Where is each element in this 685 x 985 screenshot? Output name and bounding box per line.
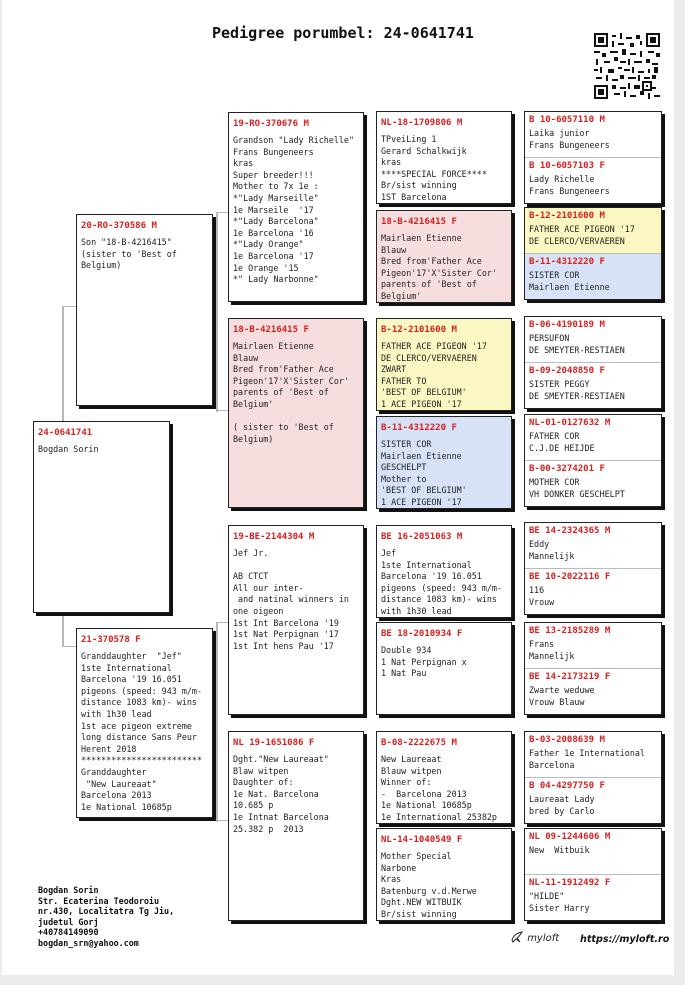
connector-line	[512, 232, 514, 280]
connector-line	[216, 622, 228, 623]
ring-number: BE 18-2010934 F	[381, 629, 463, 639]
ring-number: B-03-2008639 M	[529, 735, 605, 745]
pigeon-icon	[510, 930, 524, 944]
connector-line	[512, 436, 514, 484]
g5-pair-card[interactable]	[524, 207, 662, 300]
page-title: Pedigree porumbel: 24-0641741	[212, 24, 474, 42]
dsd-details: Double 934 1 Nat Perpignan x 1 Nat Pau	[381, 645, 467, 679]
dam-dam-card[interactable]	[228, 731, 364, 921]
ancestor-details: FATHER COR C.J.DE HEIJDE	[529, 431, 595, 453]
ring-number: NL-11-1912492 F	[529, 878, 611, 888]
dam-sire-card[interactable]	[228, 525, 364, 715]
ring-number: NL-01-0127632 M	[529, 418, 611, 428]
ancestor-details: FATHER ACE PIGEON '17 DE CLERCO/VERVAEREN	[529, 224, 635, 246]
g5-pair-card[interactable]	[524, 522, 662, 615]
connector-line	[512, 644, 514, 692]
ancestor-details: PERSUFON DE SMEYTER-RESTIAEN	[529, 333, 625, 355]
connector-line	[216, 622, 218, 822]
ancestor-details: Frans Mannelijk	[529, 639, 575, 661]
dam-card[interactable]	[76, 628, 213, 818]
sire-details: Son "18-B-4216415" (sister to 'Best of Belgium)	[81, 237, 177, 271]
ring-number: B 10-6057110 M	[529, 115, 605, 125]
dds-details: New Laureaat Blauw witpen Winner of: - Barcelona 2013 1e National 10685p 1e International 25382p	[381, 754, 497, 822]
ring-number: 20-RO-370586 M	[81, 221, 157, 231]
g5-pair-card[interactable]	[524, 828, 662, 921]
ancestor-details: Eddy Mannelijk	[529, 539, 575, 561]
ring-number: B-12-2101600 M	[529, 211, 605, 221]
ring-number: NL 19-1651086 F	[233, 738, 315, 748]
ring-number: B-11-4312220 F	[529, 257, 605, 267]
sire-dam-details: Mairlaen Etienne Blauw Bred from'Father Ace Pigeon'17'X'Sister Cor' parents of 'Best of Belgium' ( sister to 'Best of Belgium)	[233, 341, 349, 444]
ring-number: BE 16-2051063 M	[381, 532, 463, 542]
subject-card[interactable]	[33, 421, 170, 613]
sss-details: TPveiLing 1 Gerard Schalkwijk kras ****SPECIAL FORCE**** Br/sist winning 1ST Barcelona	[381, 134, 487, 202]
ring-number: B-12-2101600 M	[381, 325, 457, 335]
ring-number: B-08-2222675 M	[381, 738, 457, 748]
sdd-card[interactable]	[376, 416, 512, 509]
owner-name: Bogdan Sorin	[38, 885, 99, 895]
connector-line	[512, 852, 514, 900]
ring-number: B 04-4297750 F	[529, 781, 605, 791]
ring-number: B-11-4312220 F	[381, 423, 457, 433]
connector-line	[512, 752, 514, 800]
g5-pair-card[interactable]	[524, 622, 662, 715]
myloft-logo	[510, 930, 559, 944]
ancestor-details: Father 1e International Barcelona	[529, 748, 645, 770]
ring-number: 24-0641741	[38, 428, 93, 438]
connector-line	[364, 780, 366, 880]
connector-line	[512, 136, 514, 184]
sds-card[interactable]	[376, 318, 512, 411]
connector-line	[364, 570, 366, 670]
g5-pair-card[interactable]	[524, 111, 662, 204]
dam-dam-details: Dght."New Laureaat" Blaw witpen Daughter of: 1e Nat. Barcelona 10.685 p 1e Intnat Barcelona 25.382 p 2013	[233, 754, 329, 834]
connector-line	[364, 366, 366, 462]
ring-number: 19-BE-2144304 M	[233, 532, 315, 542]
qr-code	[594, 33, 660, 99]
sds-details: FATHER ACE PIGEON '17 DE CLERCO/VERVAEREN ZWART FATHER TO 'BEST OF BELGIUM' 1 ACE PIGEON '17	[381, 341, 487, 409]
ring-number: NL-18-1709806 M	[381, 118, 463, 128]
ancestor-details: SISTER COR Mairlaen Etienne	[529, 270, 610, 292]
ssd-details: Mairlaen Etienne Blauw Bred from'Father Ace Pigeon'17'X'Sister Cor' parents of 'Best of Belgium'	[381, 233, 497, 301]
connector-line	[216, 212, 218, 412]
ring-number: BE 10-2022116 F	[529, 572, 611, 582]
ring-number: B-09-2048850 F	[529, 366, 605, 376]
ring-number: B-00-3274201 F	[529, 464, 605, 474]
ancestor-details: SISTER PEGGY DE SMEYTER-RESTIAEN	[529, 379, 625, 401]
sire-dam-card[interactable]	[228, 318, 364, 508]
ring-number: BE 13-2185289 M	[529, 626, 611, 636]
owner-street: Str. Ecaterina Teodoroiu	[38, 895, 160, 906]
g5-pair-card[interactable]	[524, 414, 662, 507]
subject-details: Bogdan Sorin	[38, 444, 99, 454]
connector-line	[216, 212, 228, 213]
sdd-details: SISTER COR Mairlaen Etienne GESCHELPT Mother to 'BEST OF BELGIUM' 1 ACE PIGEON '17	[381, 439, 467, 507]
connector-line	[62, 646, 76, 647]
ancestor-details: New Witbuik	[529, 845, 590, 855]
ring-number: 18-B-4216415 F	[381, 217, 457, 227]
connector-line	[62, 306, 76, 307]
ring-number: B 10-6057103 F	[529, 161, 605, 171]
connector-line	[216, 410, 228, 411]
dam-sire-details: Jef Jr. AB CTCT All our inter- and natinal winners in one oigeon 1st Int Barcelona '19 1st Nat Perpignan '17 1st Int hens Pau '17	[233, 548, 349, 651]
connector-line	[216, 820, 228, 821]
owner-contact	[38, 885, 174, 949]
ring-number: 19-RO-370676 M	[233, 119, 309, 129]
ddd-details: Mother Special Narbone Kras Batenburg v.d.Merwe Dght.NEW WITBUIK Br/sist winning	[381, 851, 477, 919]
owner-address-line: nr.430, Localitatra Tg Jiu,	[38, 906, 175, 917]
g5-pair-card[interactable]	[524, 731, 662, 824]
connector-line	[512, 546, 514, 594]
dsd-card[interactable]	[376, 622, 512, 715]
owner-email[interactable]: bogdan_srn@yahoo.com	[38, 937, 139, 948]
ring-number: B-06-4190189 M	[529, 320, 605, 330]
ring-number: 18-B-4216415 F	[233, 325, 309, 335]
ring-number: NL 09-1244606 M	[529, 832, 611, 842]
g5-pair-card[interactable]	[524, 316, 662, 409]
ancestor-details: Lady Richelle Frans Bungeneers	[529, 174, 610, 196]
dds-card[interactable]	[376, 731, 512, 824]
connector-line	[512, 340, 514, 388]
sire-sire-details: Grandson "Lady Richelle" Frans Bungeneers kras Super breeder!!! Mother to 7x 1e : *"Lady Marseille" 1e Marseile '17 *"Lady Barcelona" 1e Barcelona '16 *"Lady Orange" 1e Barcelona '17 1e Orange '15 *" Lady Narbonne"	[233, 135, 355, 285]
ring-number: 21-370578 F	[81, 635, 141, 645]
ssd-card[interactable]	[376, 210, 512, 303]
ancestor-details: Zwarte weduwe Vrouw Blauw	[529, 685, 595, 707]
dss-card[interactable]	[376, 525, 512, 618]
sire-sire-card[interactable]	[228, 112, 364, 302]
ancestor-details: Laureaat Lady bred by Carlo	[529, 794, 595, 816]
sire-card[interactable]	[76, 214, 213, 406]
dam-details: Granddaughter "Jef" 1ste International Barcelona '19 16.051 pigeons (speed: 943 m/m- distance 1083 km)- wins with 1h30 lead 1st ace pigeon extreme long distance Sans Peur Herent 2018 ************************ Granddaughter "New Laureaat" Barcelona 2013 1e National 10685p	[81, 651, 203, 812]
ring-number: NL-14-1040549 F	[381, 835, 463, 845]
owner-phone: +40784149090	[38, 927, 99, 938]
ancestor-details: "HILDE" Sister Harry	[529, 891, 590, 913]
ancestor-details: Laika junior Frans Bungeneers	[529, 128, 610, 150]
ring-number: BE 14-2173219 F	[529, 672, 611, 682]
website-link[interactable]: https://myloft.ro	[580, 934, 670, 945]
sss-card[interactable]	[376, 111, 512, 204]
brand-name: myloft	[527, 933, 560, 944]
ancestor-details: 116 Vrouw	[529, 585, 555, 607]
ring-number: BE 14-2324365 M	[529, 526, 611, 536]
owner-county: judetul Gorj	[38, 916, 99, 927]
ancestor-details: MOTHER COR VH DONKER GESCHELPT	[529, 477, 625, 499]
ddd-card[interactable]	[376, 828, 512, 921]
connector-line	[364, 160, 366, 260]
dss-details: Jef 1ste International Barcelona '19 16.051 pigeons (speed: 943 m/m- distance 1083 km)- wins with 1h30 lead	[381, 548, 503, 616]
